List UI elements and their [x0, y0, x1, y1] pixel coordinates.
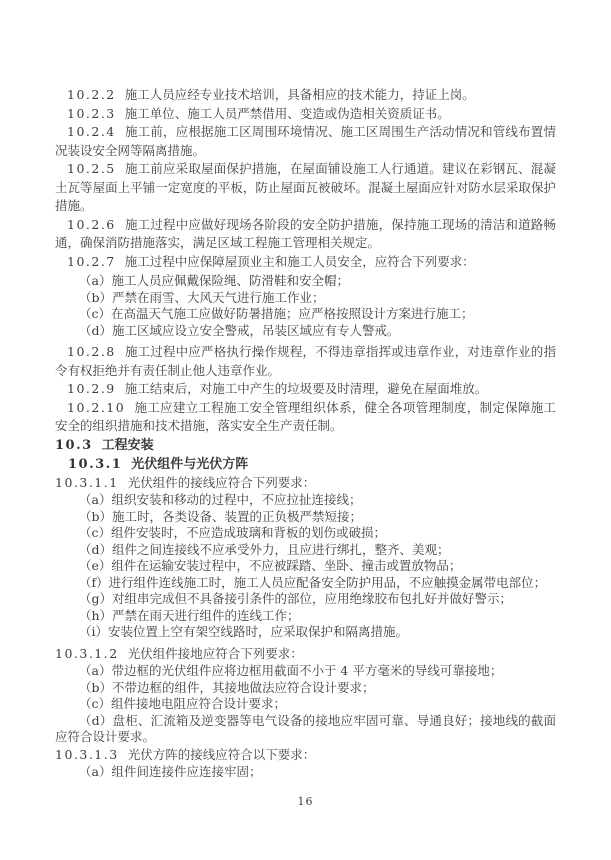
clause-number: 10.3.1 — [68, 456, 123, 472]
clause-text: 施工前应采取屋面保护措施，在屋面铺设施工人行通道。建议在彩钢瓦、混凝土瓦等屋面上平铺一定宽度的平板，防止屋面瓦被破坏。混凝土屋面应针对防水层采取保护措施。 — [55, 161, 556, 213]
subclause-paragraph — [55, 746, 556, 765]
list-item: （g）对组串完成但不具备接引条件的部位，应用绝缘胶布包扎好并做好警示； — [79, 591, 513, 606]
clause-text: 光伏组件接地应符合下列要求： — [127, 645, 303, 661]
section-paragraph — [55, 399, 556, 436]
section-paragraph — [55, 253, 556, 272]
clause-number: 10.2.3 — [67, 105, 116, 121]
section-paragraph — [55, 105, 556, 124]
clause-text: 施工过程中应严格执行操作规程，不得违章指挥或违章作业，对违章作业的指令有权拒绝并有责任制止他人违章作业。 — [55, 344, 556, 378]
list-item: （h）严禁在雨天进行组件的连线工作； — [79, 607, 300, 623]
clause-number: 10.2.4 — [67, 124, 116, 139]
clause-text: 施工过程中应做好现场各阶段的安全防护措施，保持施工现场的清洁和道路畅通，确保消防措施落实，满足区域工程施工管理相关规定。 — [55, 216, 556, 250]
clause-text: 施工单位、施工人员严禁借用、变造或伪造相关资质证书。 — [124, 105, 450, 121]
page-number: 16 — [297, 795, 314, 808]
section-paragraph — [55, 160, 556, 216]
clause-number: 10.2.5 — [67, 161, 116, 176]
section-paragraph — [55, 380, 556, 399]
clause-text: 施工人员应经专业技术培训，具备相应的技术能力，持证上岗。 — [124, 87, 475, 102]
list-item: （e）组件在运输安装过程中，不应被踩踏、坐卧、撞击或置放物品； — [79, 558, 462, 573]
list-item: （d）组件之间连接线不应承受外力，且应进行绑扎，整齐、美观； — [79, 541, 450, 557]
clause-text: 施工前，应根据施工区周围环境情况、施工区周围生产活动情况和管线布置情况装设安全网等隔离措施。 — [55, 124, 556, 158]
clause-text: 光伏组件的接线应符合下列要求： — [127, 474, 316, 490]
list-item: （d）施工区域应设立安全警戒，吊装区域应有专人警戒。 — [79, 322, 400, 338]
list-item: （f）进行组件连线施工时，施工人员应配备安全防护用品，不应触摸金属带电部位； — [79, 574, 547, 590]
clause-number: 10.2.10 — [67, 399, 126, 415]
clause-number: 10.3.1.3 — [55, 746, 119, 762]
list-item: （a）组件间连接件应连接牢固； — [79, 764, 262, 779]
list-item: （d）盘柜、汇流箱及逆变器等电气设备的接地应牢固可靠、导通良好；接地线的截面应符合设计要求。 — [55, 712, 556, 744]
list-item: （a）组织安装和移动的过程中，不应拉扯连接线； — [79, 492, 362, 507]
subchapter-heading — [55, 455, 556, 474]
subclause-paragraph — [55, 474, 556, 493]
document-body — [55, 86, 556, 781]
list-item: （b）严禁在雨雪、大风天气进行施工作业； — [79, 289, 325, 305]
clause-number: 10.2.8 — [67, 344, 116, 359]
clause-number: 10.3.1.2 — [55, 645, 119, 661]
list-item: （i）安装位置上空有架空线路时，应采取保护和隔离措施。 — [79, 624, 408, 639]
list-item: （c）组件安装时，不应造成玻璃和背板的划伤或破损； — [79, 525, 387, 540]
heading-text: 光伏组件与光伏方阵 — [131, 456, 249, 472]
section-paragraph — [55, 216, 556, 253]
list-item: （a）施工人员应佩戴保险绳、防滑鞋和安全帽； — [79, 273, 349, 288]
list-item: （b）施工时，各类设备、装置的正负极严禁短接； — [79, 508, 363, 524]
clause-text: 施工应建立工程施工安全管理组织体系，健全各项管理制度，制定保障施工安全的组织措施和技术措施，落实安全生产责任制。 — [55, 399, 556, 433]
chapter-heading — [55, 436, 556, 455]
list-item: （c）在高温天气施工应做好防暑措施；应严格按照设计方案进行施工； — [79, 306, 474, 321]
clause-text: 施工过程中应保障屋顶业主和施工人员安全，应符合下列要求： — [124, 253, 475, 269]
heading-text: 工程安装 — [101, 437, 154, 453]
clause-number: 10.3.1.1 — [55, 474, 119, 490]
clause-number: 10.3 — [55, 437, 93, 453]
section-paragraph — [55, 123, 556, 160]
clause-number: 10.2.6 — [67, 216, 116, 232]
clause-number: 10.2.9 — [67, 381, 116, 396]
clause-text: 施工结束后，对施工中产生的垃圾要及时清理，避免在屋面堆放。 — [124, 381, 488, 396]
subclause-paragraph — [55, 645, 556, 664]
section-paragraph — [55, 343, 556, 380]
list-item: （c）组件接地电阻应符合设计要求； — [79, 696, 287, 711]
list-item: （b）不带边框的组件，其接地做法应符合设计要求； — [79, 679, 375, 695]
clause-number: 10.2.7 — [67, 253, 116, 269]
list-item: （a）带边框的光伏组件应将边框用截面不小于 4 平方毫米的导线可靠接地； — [79, 663, 503, 678]
clause-number: 10.2.2 — [67, 87, 116, 102]
section-paragraph — [55, 86, 556, 105]
clause-text: 光伏方阵的接线应符合以下要求： — [127, 746, 316, 762]
